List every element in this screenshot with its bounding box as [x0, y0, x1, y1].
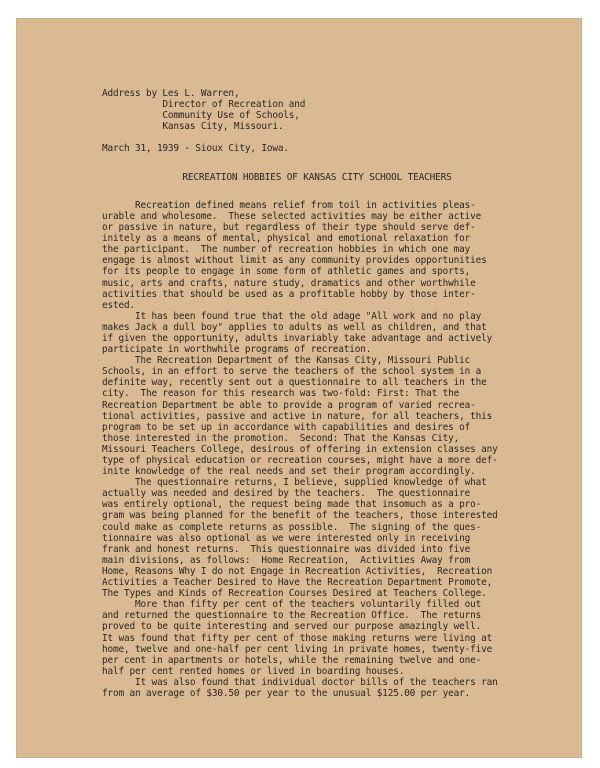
body-line: definite way, recently sent out a questionnaire to all teachers in the: [102, 377, 487, 389]
body-line: participate in worthwhile programs of recreation.: [102, 344, 372, 356]
body-line: inite knowledge of the real needs and set their program accordingly.: [102, 466, 476, 478]
body-line: from an average of $30.50 per year to the unusual $125.00 per year.: [102, 687, 471, 699]
body-line: Schools, in an effort to serve the teachers of the school system in a: [102, 366, 482, 378]
body-line: Home, Reasons Why I do not Engage in Recreation Activities, Recreation: [102, 565, 493, 577]
body-line: city. The reason for this research was two-fold: First: That the: [102, 388, 460, 400]
body-line: main divisions, as follows: Home Recreation, Activities Away from: [102, 554, 471, 566]
body-line: was entirely optional, the request being made that insomuch as a pro-: [102, 499, 482, 511]
body-line: Activities a Teacher Desired to Have the Recreation Department Promote,: [102, 577, 493, 589]
header-line-2: Director of Recreation and: [102, 99, 306, 111]
body-line: if given the opportunity, adults invariably take advantage and actively: [102, 332, 493, 344]
body-line: home, twelve and one-half per cent living in private homes, twenty-five: [102, 643, 493, 655]
body-line: Recreation Department be able to provide a program of varied recrea-: [102, 399, 476, 411]
document-title: RECREATION HOBBIES OF KANSAS CITY SCHOOL TEACHERS: [182, 171, 452, 183]
body-line: tionnaire was also optional as we were interested only in receiving: [102, 532, 471, 544]
body-line: The Recreation Department of the Kansas City, Missouri Public: [102, 355, 471, 367]
body-line: proved to be quite interesting and served our purpose amazingly well.: [102, 621, 482, 633]
header-line-3: Community Use of Schools,: [102, 110, 300, 122]
body-line: could make as complete returns as possible. The signing of the ques-: [102, 521, 482, 533]
body-line: the participant. The number of recreation hobbies in which one may: [102, 244, 471, 256]
spacer: [102, 183, 542, 194]
body-line: engage is almost without limit as any community provides opportunities: [102, 255, 487, 267]
body-line: activities that should be used as a profitable hobby by those inter-: [102, 288, 476, 300]
header-line-4: Kansas City, Missouri.: [102, 121, 284, 133]
spacer: [102, 132, 542, 143]
body-line: for its people to engage in some form of athletic games and sports,: [102, 266, 471, 278]
body-line: The questionnaire returns, I believe, supplied knowledge of what: [102, 477, 487, 489]
body-line: initely as a means of mental, physical and emotional relaxation for: [102, 233, 471, 245]
body-line: per cent in apartments or hotels, while the remaining twelve and one-: [102, 654, 482, 666]
body-line: gram was being planned for the benefit of the teachers, those interested: [102, 510, 498, 522]
body-line: It has been found true that the old adage "All work and no play: [102, 310, 482, 322]
typed-text: [102, 88, 542, 699]
body-line: frank and honest returns. This questionnaire was divided into five: [102, 543, 471, 555]
date-line: March 31, 1939 - Sioux City, Iowa.: [102, 143, 289, 155]
body-line: It was found that fifty per cent of those making returns were living at: [102, 632, 493, 644]
document-body: [102, 200, 542, 699]
body-line: those interested in the promotion. Second: That the Kansas City,: [102, 432, 460, 444]
header-line-1: Address by Les L. Warren,: [102, 88, 240, 99]
body-line: type of physical education or recreation courses, might have a more def-: [102, 455, 498, 466]
body-line: actually was needed and desired by the teachers. The questionnaire: [102, 488, 471, 500]
body-line: music, arts and crafts, nature study, dramatics and other worthwhile: [102, 277, 476, 289]
body-line: ested.: [102, 299, 135, 311]
body-line: tional activities, passive and active in nature, for all teachers, this: [102, 410, 493, 422]
body-line: urable and wholesome. These selected activities may be either active: [102, 210, 482, 222]
body-line: and returned the questionnaire to the Recreation Office. The returns: [102, 610, 482, 622]
spacer: [102, 155, 542, 166]
body-line: More than fifty per cent of the teachers voluntarily filled out: [102, 599, 482, 611]
body-line: It was also found that individual doctor bills of the teachers ran: [102, 676, 498, 688]
body-line: program to be set up in accordance with capabilities and desires of: [102, 421, 471, 433]
body-line: The Types and Kinds of Recreation Courses Desired at Teachers College.: [102, 588, 487, 600]
body-line: Missouri Teachers College, desirous of offering in extension classes any: [102, 443, 498, 455]
body-line: or passive in nature, but regardless of their type should serve def-: [102, 222, 476, 234]
body-line: Recreation defined means relief from toil in activities pleas-: [102, 199, 476, 211]
document-page: [16, 18, 582, 758]
body-line: half per cent rented homes or lived in boarding houses.: [102, 665, 405, 677]
body-line: makes Jack a dull boy" applies to adults as well as children, and that: [102, 321, 487, 333]
